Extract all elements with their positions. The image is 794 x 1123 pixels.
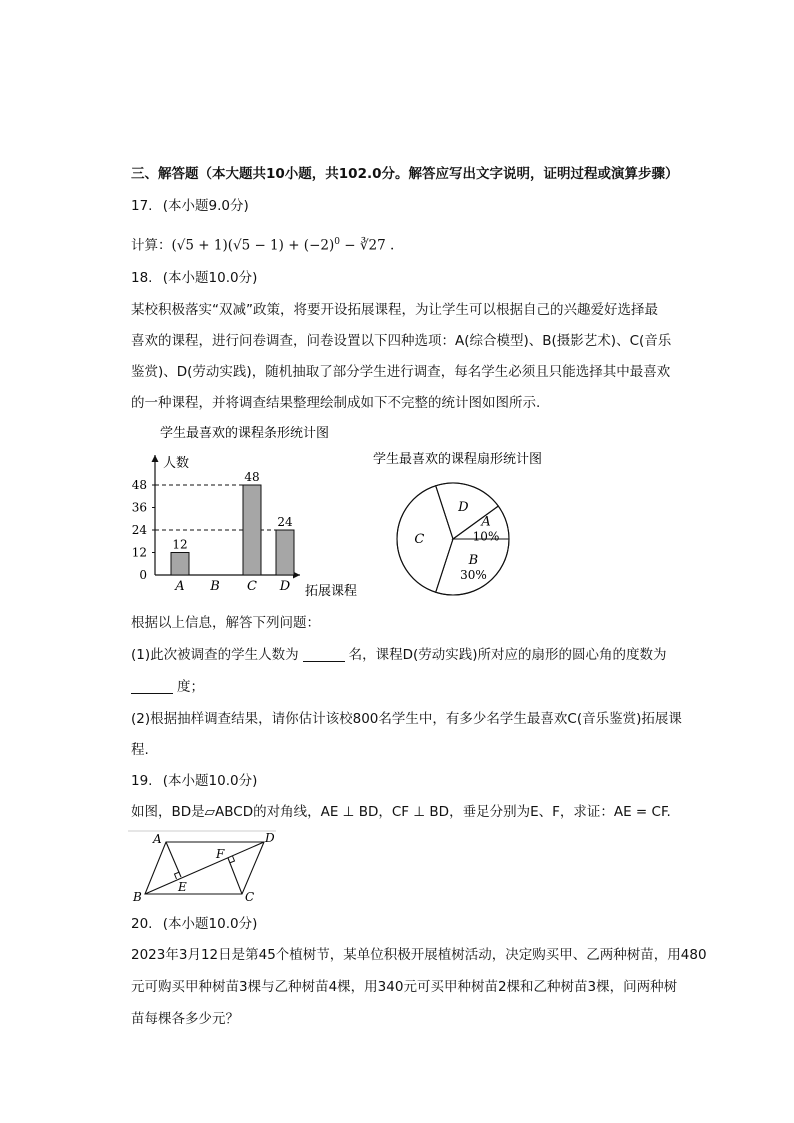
label-e: E [178, 880, 187, 894]
bar-data-label: 24 [277, 515, 293, 529]
q18-line: 喜欢的课程，进行问卷调查，问卷设置以下四种选项：A(综合模型)、B(摄影艺术)、C(音乐 [131, 333, 672, 349]
q20-header [131, 914, 257, 934]
section-title: 三、解答题（本大题共10小题，共102.0分。解答应写出文字说明，证明过程或演算步骤） [131, 166, 679, 182]
q18-number: 18. [131, 270, 153, 286]
pie-label: B [468, 553, 479, 569]
q17-header [131, 196, 249, 216]
y-tick-label: 48 [131, 478, 147, 492]
q18-score: (本小题10.0分) [162, 270, 258, 286]
pie-chart-title: 学生最喜欢的课程扇形统计图 [373, 452, 543, 467]
label-d: D [265, 831, 275, 845]
q18-line: 的一种课程，并将调查结果整理绘制成如下不完整的统计图如图所示. [131, 395, 541, 411]
y-axis-arrow [152, 455, 159, 462]
q18-part2-cont: 程. [131, 742, 149, 758]
q18-line: 某校积极落实“双减”政策，将要开设拓展课程，为让学生可以根据自己的兴趣爱好选择最 [131, 302, 658, 318]
pie-chart [365, 445, 543, 600]
segment-cf [228, 858, 242, 894]
q18-part1-a: (1)此次被调查的学生人数为 [131, 647, 299, 663]
answer-blank-angle[interactable] [131, 679, 173, 694]
q18-info: 根据以上信息，解答下列问题： [131, 615, 320, 631]
q18-header [131, 268, 257, 288]
q17-expr-exp: 0 [334, 237, 340, 247]
y-tick-label: 0 [139, 568, 147, 582]
q18-line: 鉴赏)、D(劳动实践)，随机抽取了部分学生进行调查，每名学生必须且只能选择其中最喜欢 [131, 364, 671, 380]
q19-score: (本小题10.0分) [162, 773, 258, 789]
q18-part1 [131, 645, 667, 665]
parallelogram-figure [128, 828, 278, 908]
pie-percent-label: 10% [472, 529, 500, 544]
q17-number: 17. [131, 198, 153, 214]
q17-score: (本小题9.0分) [162, 198, 249, 214]
bar-D [276, 530, 294, 575]
segment-ae [166, 842, 181, 877]
q19-header [131, 771, 257, 791]
x-tick-label: C [247, 579, 257, 594]
q20-line: 2023年3月12日是第45个植树节，某单位积极开展植树活动，决定购买甲、乙两种树苗，用480 [131, 947, 707, 963]
q17-prompt: 计算： [131, 237, 172, 254]
bar-chart-title: 学生最喜欢的课程条形统计图 [160, 426, 330, 441]
y-tick-label: 12 [131, 545, 147, 560]
bar-C [243, 485, 261, 575]
q18-part1-b: 名，课程D(劳动实践)所对应的扇形的圆心角的度数为 [348, 647, 667, 663]
q18-part2: (2)根据抽样调查结果，请你估计该校800名学生中，有多少名学生最喜欢C(音乐鉴赏)拓展课 [131, 711, 682, 727]
q20-number: 20. [131, 916, 153, 932]
y-tick-label: 36 [131, 500, 147, 515]
bar-data-label: 48 [244, 470, 260, 484]
q18-part1-cont [131, 677, 204, 697]
label-b: B [133, 890, 142, 904]
bar-chart-ylabel: 人数 [163, 456, 190, 471]
pie-percent-label: 30% [460, 568, 487, 583]
bar-data-label: 12 [172, 537, 188, 552]
pie-slice-C [397, 486, 453, 593]
answer-blank-count[interactable] [303, 647, 345, 662]
label-c: C [245, 890, 255, 904]
pie-label: A [481, 514, 491, 530]
y-tick-label: 24 [131, 523, 147, 537]
bar-chart [125, 420, 375, 600]
q20-line: 元可购买甲种树苗3棵与乙种树苗4棵，用340元可买甲种树苗2棵和乙种树苗3棵，问两种树 [131, 979, 678, 995]
q19-number: 19. [131, 773, 153, 789]
x-tick-label: D [279, 579, 291, 594]
bar-A [171, 553, 189, 576]
q19-text: 如图，BD是▱ABCD的对角线，AE ⊥ BD，CF ⊥ BD，垂足分别为E、F，求证：AE = CF. [131, 804, 671, 820]
q18-part1-c: 度； [177, 679, 204, 695]
q17-expr-a: (√5 + 1)(√5 − 1) + (−2) [171, 237, 335, 254]
q20-line: 苗每棵各多少元？ [131, 1011, 239, 1027]
q17-expr-b: − ∛27 . [339, 237, 395, 254]
x-tick-label: A [175, 579, 185, 594]
q20-score: (本小题10.0分) [162, 916, 258, 932]
bar-chart-xlabel: 拓展课程 [305, 584, 358, 599]
pie-label: D [458, 500, 469, 516]
label-a: A [153, 832, 162, 846]
q17-expression [131, 232, 394, 256]
pie-label: C [414, 532, 425, 547]
label-f: F [216, 847, 225, 861]
x-tick-label: B [210, 579, 220, 594]
